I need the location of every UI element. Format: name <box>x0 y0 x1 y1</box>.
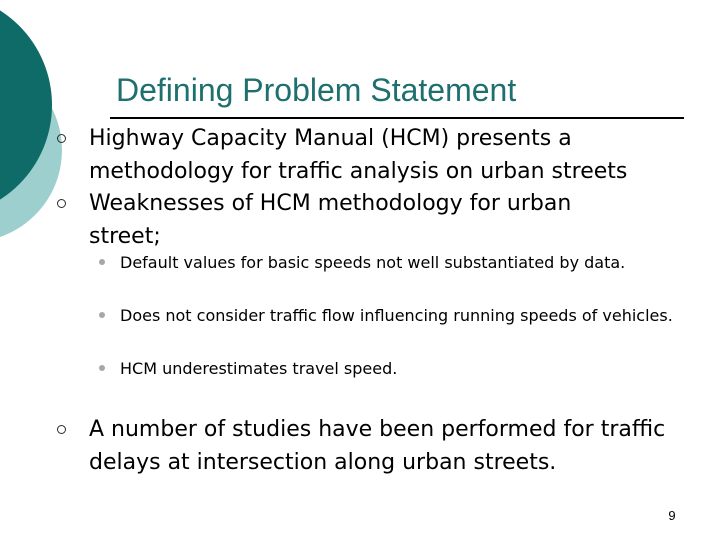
bullet-text: Weaknesses of HCM methodology for urban street; <box>89 191 572 249</box>
sub-bullet-item <box>120 305 705 327</box>
sub-bullet-item <box>120 252 705 274</box>
bullet-item <box>89 413 689 479</box>
bullet-text: Highway Capacity Manual (HCM) presents a methodology for traffic analysis on urban streets <box>89 126 628 184</box>
hollow-circle-bullet-icon <box>57 134 66 143</box>
bullet-item <box>89 122 689 188</box>
filled-dot-bullet-icon <box>99 365 105 371</box>
slide-title: Defining Problem Statement <box>116 72 517 108</box>
sub-bullet-text: HCM underestimates travel speed. <box>120 359 398 378</box>
sub-bullet-item <box>120 358 705 380</box>
sub-bullet-text: Does not consider traffic flow influencing running speeds of vehicles. <box>120 306 673 325</box>
page-number: 9 <box>668 508 676 523</box>
hollow-circle-bullet-icon <box>57 425 66 434</box>
filled-dot-bullet-icon <box>99 259 105 265</box>
sub-bullet-text: Default values for basic speeds not well substantiated by data. <box>120 253 626 272</box>
filled-dot-bullet-icon <box>99 312 105 318</box>
bullet-text: A number of studies have been performed for traffic delays at intersection along urban streets. <box>89 417 666 475</box>
bullet-item <box>89 187 649 253</box>
hollow-circle-bullet-icon <box>57 199 66 208</box>
